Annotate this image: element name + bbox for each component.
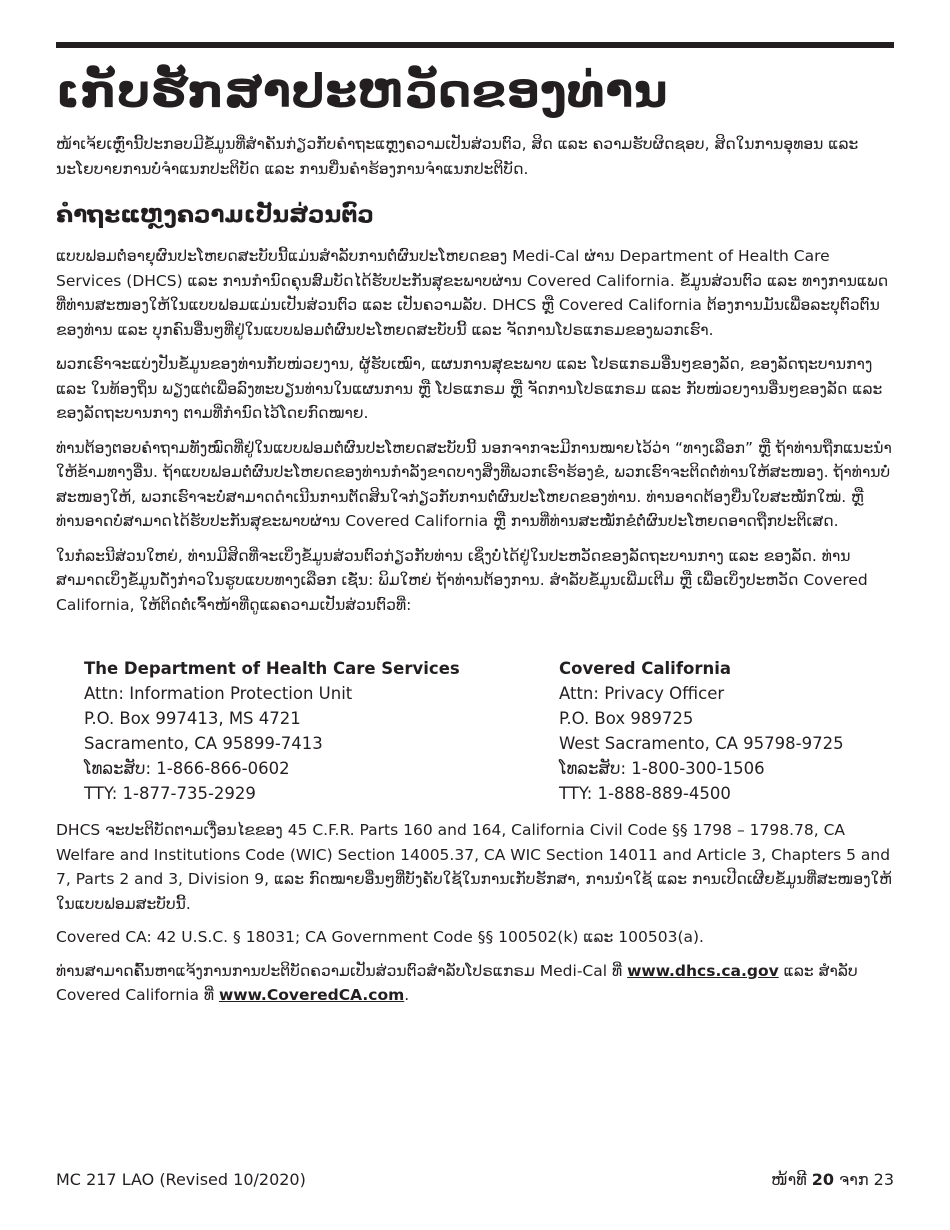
legal-section	[56, 818, 894, 1017]
dhcs-tty: TTY: 1-877-735-2929	[84, 784, 256, 803]
notice-text-middle: ແລະ ສຳລັບ Covered California ທີ່	[56, 961, 858, 1004]
covered-ca-tty: TTY: 1-888-889-4500	[559, 784, 731, 803]
covered-ca-legal-paragraph: Covered CA: 42 U.S.C. § 18031; CA Government Code §§ 100502(k) ແລະ 100503(a).	[56, 928, 704, 946]
form-identifier: MC 217 LAO (Revised 10/2020)	[56, 1170, 306, 1189]
dhcs-phone: ໂທລະສັບ: 1-866-866-0602	[84, 759, 290, 778]
notice-text-start: ທ່ານສາມາດຄົ້ນຫາແຈ້ງການການປະຕິບັດຄວາມເປັນສ່ວນຕົວສຳລັບໂປຣແກຣມ Medi-Cal ທີ່	[56, 961, 628, 980]
covered-ca-address	[559, 656, 844, 806]
dhcs-org-name: The Department of Health Care Services	[84, 659, 460, 678]
current-page: 20	[811, 1170, 835, 1189]
covered-ca-website-link[interactable]: www.CoveredCA.com	[218, 986, 405, 1004]
covered-ca-city: West Sacramento, CA 95798-9725	[559, 734, 844, 753]
covered-ca-org-name: Covered California	[559, 659, 732, 678]
dhcs-city: Sacramento, CA 95899-7413	[84, 734, 323, 753]
dhcs-po-box: P.O. Box 997413, MS 4721	[84, 709, 301, 728]
page-label: ໜ້າທີ	[771, 1170, 812, 1189]
dhcs-website-link[interactable]: www.dhcs.ca.gov	[627, 961, 779, 980]
privacy-body	[56, 244, 894, 627]
dhcs-legal-paragraph: DHCS ຈະປະຕິບັດຕາມເງື່ອນໄຂຂອງ 45 C.F.R. Parts 160 and 164, California Civil Code §§ 1798 – 1798.78, CA Welfare and Institutions Code (WIC) Section 14005.37, CA WIC Section 14011 and Article 3, Chapters 5 and 7, Parts 2 and 3, Division 9, ແລະ ກົດໝາຍອື່ນໆທີ່ບັງຄັບໃຊ້ໃນການເກັບຮັກສາ, ການນຳໃຊ້ ແລະ ການເປີດເຜີຍຂໍ້ມູນທີ່ສະໜອງໃຫ້ໃນແບບຟອມສະບັບນີ້.	[56, 821, 892, 913]
covered-ca-attn: Attn: Privacy Officer	[559, 684, 725, 703]
paragraph-4: ໃນກໍລະນີສ່ວນໃຫຍ່, ທ່ານມີສິດທີ່ຈະເບິ່ງຂໍ້ມູນສ່ວນຕົວກ່ຽວກັບທ່ານ ເຊິ່ງບໍ່ໄດ້ຢູ່ໃນປະຫວັດຂອງລັດຖະບານກາງ ແລະ ຂອງລັດ. ທ່ານສາມາດເບິ່ງຂໍ້ມູນດັ່ງກ່າວໃນຮູບແບບທາງເລືອກ ເຊັ່ນ: ພິມໃຫຍ່ ຖ້າທ່ານຕ້ອງການ. ສຳລັບຂໍ້ມູນເພີ່ມເຕີມ ຫຼື ເພື່ອເບິ່ງປະຫວັດ Covered California, ໃຫ້ຕິດຕໍ່ເຈົ້າໜ້າທີ່ດູແລຄວາມເປັນສ່ວນຕົວທີ່:	[56, 546, 868, 614]
paragraph-1: ແບບຟອມຕໍ່ອາຍຸຜົນປະໂຫຍດສະບັບນີ້ແມ່ນສຳລັບການຕໍ່ຜົນປະໂຫຍດຂອງ Medi-Cal ຜ່ານ Department of Health Care Services (DHCS) ແລະ ການກຳນົດຄຸນສົມບັດໄດ້ຮັບປະກັນສຸຂະພາບຜ່ານ Covered California. ຂໍ້ມູນສ່ວນຕົວ ແລະ ທາງການແພດທີ່ທ່ານສະໜອງໃຫ້ໃນແບບຟອມແມ່ນເປັນສ່ວນຕົວ ແລະ ເປັນຄວາມລັບ. DHCS ຫຼື Covered California ຕ້ອງການມັນເພື່ອລະບຸຕົວຕົນຂອງທ່ານ ແລະ ບຸກຄົນອື່ນໆທີ່ຢູ່ໃນແບບຟອມຕໍ່ຜົນປະໂຫຍດສະບັບນີ້ ແລະ ຈັດການໂປຣແກຣມຂອງພວກເຮົາ.	[56, 247, 889, 339]
notice-text-end: .	[404, 986, 410, 1004]
section-heading: ຄຳຖະແຫຼງຄວາມເປັນສ່ວນຕົວ	[56, 202, 374, 228]
dhcs-attn: Attn: Information Protection Unit	[84, 684, 353, 703]
paragraph-3: ທ່ານຕ້ອງຕອບຄຳຖາມທັງໝົດທີ່ຢູ່ໃນແບບຟອມຕໍ່ຜົນປະໂຫຍດສະບັບນີ້ ນອກຈາກຈະມີການໝາຍໄວ້ວ່າ “ທາງເລືອກ” ຫຼື ຖ້າທ່ານຖືກແນະນຳໃຫ້ຂ້າມທາງອື່ນ. ຖ້າແບບຟອມຕໍ່ຜົນປະໂຫຍດຂອງທ່ານກຳລັງຂາດບາງສິ່ງທີ່ພວກເຮົາຮ້ອງຂໍ, ພວກເຮົາຈະຕິດຕໍ່ທ່ານໃຫ້ສະໜອງ. ຖ້າທ່ານບໍ່ສະໜອງໃຫ້, ພວກເຮົາຈະບໍ່ສາມາດດຳເນີນການຕັດສິນໃຈກ່ຽວກັບການຕໍ່ຜົນປະໂຫຍດຂອງທ່ານ. ທ່ານອາດຕ້ອງຍື່ນໃບສະໝັກໃໝ່. ຫຼື ທ່ານອາດບໍ່ສາມາດໄດ້ຮັບປະກັນສຸຂະພາບຜ່ານ Covered California ຫຼື ການທີ່ທ່ານສະໝັກຂໍຕໍ່ຜົນປະໂຫຍດອາດຖືກປະຕິເສດ.	[56, 438, 892, 530]
covered-ca-phone: ໂທລະສັບ: 1-800-300-1506	[559, 759, 765, 778]
privacy-notice-paragraph	[56, 959, 894, 1008]
paragraph-2: ພວກເຮົາຈະແບ່ງປັນຂໍ້ມູນຂອງທ່ານກັບໜ່ວຍງານ, ຜູ້ຮັບເໝົາ, ແຜນການສຸຂະພາບ ແລະ ໂປຣແກຣມອື່ນໆຂອງລັດ, ຂອງລັດຖະບານກາງ ແລະ ໃນທ້ອງຖິ່ນ ພຽງແຕ່ເພື່ອລົງທະບຽນທ່ານໃນແຜນການ ຫຼື ໂປຣແກຣມ ຫຼື ຈັດການໂປຣແກຣມ ແລະ ກັບໜ່ວຍງານອື່ນໆຂອງລັດ ແລະ ຂອງລັດຖະບານກາງ ຕາມທີ່ກຳນົດໄວ້ໂດຍກົດໝາຍ.	[56, 355, 883, 422]
covered-ca-po-box: P.O. Box 989725	[559, 709, 694, 728]
total-pages: ຈາກ 23	[834, 1170, 894, 1189]
intro-paragraph: ໜ້າເຈ້ຍເຫຼົ່ານີ້ປະກອບມີຂໍ້ມູນທີ່ສຳຄັນກ່ຽວກັບຄຳຖະແຫຼງຄວາມເປັນສ່ວນຕົວ, ສິດ ແລະ ຄວາມຮັບຜິດຊອບ, ສິດໃນການອຸທອນ ແລະ ນະໂຍບາຍການບໍ່ຈຳແນກປະຕິບັດ ແລະ ການຍື່ນຄຳຮ້ອງການຈຳແນກປະຕິບັດ.	[56, 135, 859, 178]
top-rule	[56, 42, 894, 48]
page-number	[771, 1168, 894, 1192]
dhcs-address	[84, 656, 460, 806]
page-title: ເກັບຮັກສາປະຫວັດຂອງທ່ານ	[56, 64, 668, 118]
